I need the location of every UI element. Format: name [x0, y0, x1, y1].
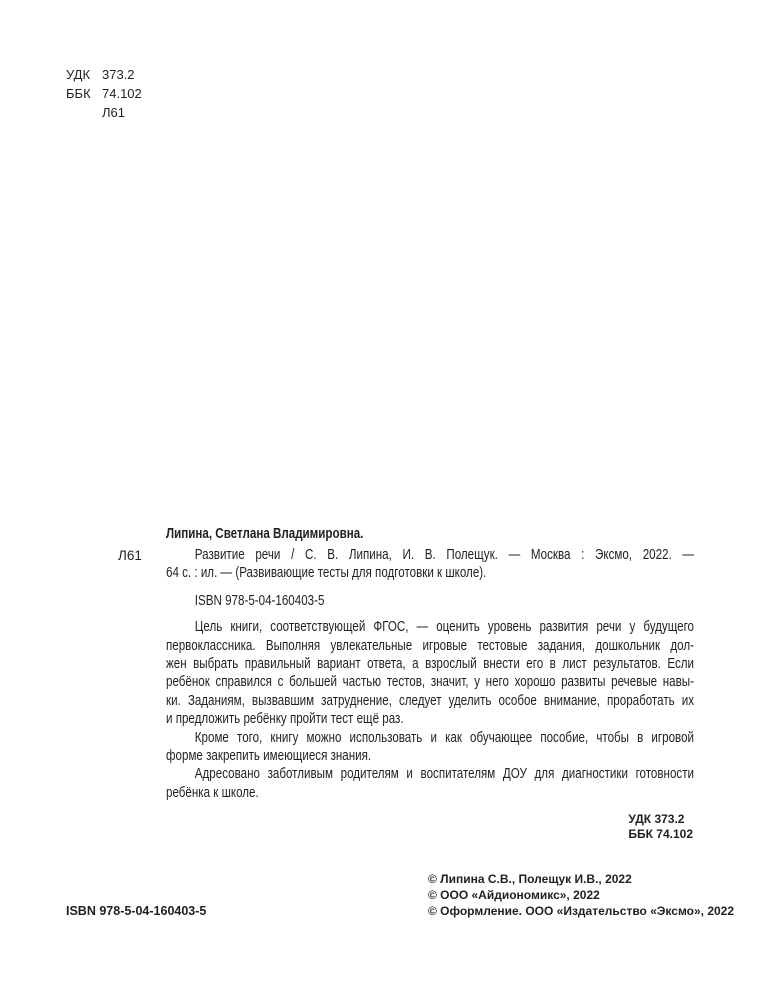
author-sign-value: Л61 [102, 105, 125, 120]
annotation-line: и предложить ребёнку пройти тест ещё раз. [166, 711, 404, 728]
udk-bbk-block [628, 812, 693, 842]
author-sign-code: Л61 [118, 548, 142, 563]
annotation-line: первоклассника. Выполняя увлекательные игровые тестовые задания, дошкольник дол- [166, 637, 694, 654]
annotation-line: Цель книги, соответствующей ФГОС, — оценить уровень развития речи у будущего [194, 619, 695, 636]
bbk-code: ББК 74.102 [628, 827, 693, 841]
bbk-label: ББК [66, 86, 91, 101]
isbn-bottom: ISBN 978-5-04-160403-5 [66, 904, 207, 918]
annotation-line: Кроме того, книгу можно использовать и как обучающее пособие, чтобы в игровой [194, 729, 695, 746]
annotation-paragraph [166, 765, 694, 802]
annotation-paragraph [166, 618, 694, 728]
annotation-line: Адресовано заботливым родителям и воспитателям ДОУ для диагностики готовности [194, 766, 695, 783]
copyright-block [428, 871, 734, 919]
bbk-value: 74.102 [102, 86, 142, 101]
annotation-line: жен выбрать правильный вариант ответа, а взрослый внести его в лист результатов. Если [166, 656, 694, 673]
author-heading: Липина, Светлана Владимировна. [166, 526, 364, 542]
udk-code: УДК 373.2 [628, 812, 685, 826]
bibliographic-line: 64 с. : ил. — (Развивающие тесты для подготовки к школе). [166, 565, 487, 582]
udk-label: УДК [66, 67, 91, 82]
author-sign-label [66, 103, 102, 122]
classification-codes [66, 65, 142, 122]
annotation-line: ребёнок справился с большей частью тестов, значит, у него хорошо развиты речевые навы- [166, 674, 694, 691]
udk-value: 373.2 [102, 67, 135, 82]
copyright-line: © Оформление. ООО «Издательство «Эксмо», 2022 [428, 904, 735, 918]
annotation-line: форме закрепить имеющиеся знания. [166, 748, 372, 765]
annotation-paragraph [166, 729, 694, 766]
isbn: ISBN 978-5-04-160403-5 [194, 592, 325, 609]
annotation-line: ки. Заданиям, вызвавшим затруднение, следует уделить особое внимание, проработать их [166, 692, 694, 709]
bibliographic-line: Развитие речи / С. В. Липина, И. В. Полещук. — Москва : Эксмо, 2022. — [194, 547, 695, 563]
annotation-line: ребёнка к школе. [166, 784, 259, 801]
copyright-line: © Липина С.В., Полещук И.В., 2022 [428, 872, 632, 886]
copyright-line: © ООО «Айдиономикс», 2022 [428, 888, 600, 902]
bibliographic-record [166, 522, 694, 802]
